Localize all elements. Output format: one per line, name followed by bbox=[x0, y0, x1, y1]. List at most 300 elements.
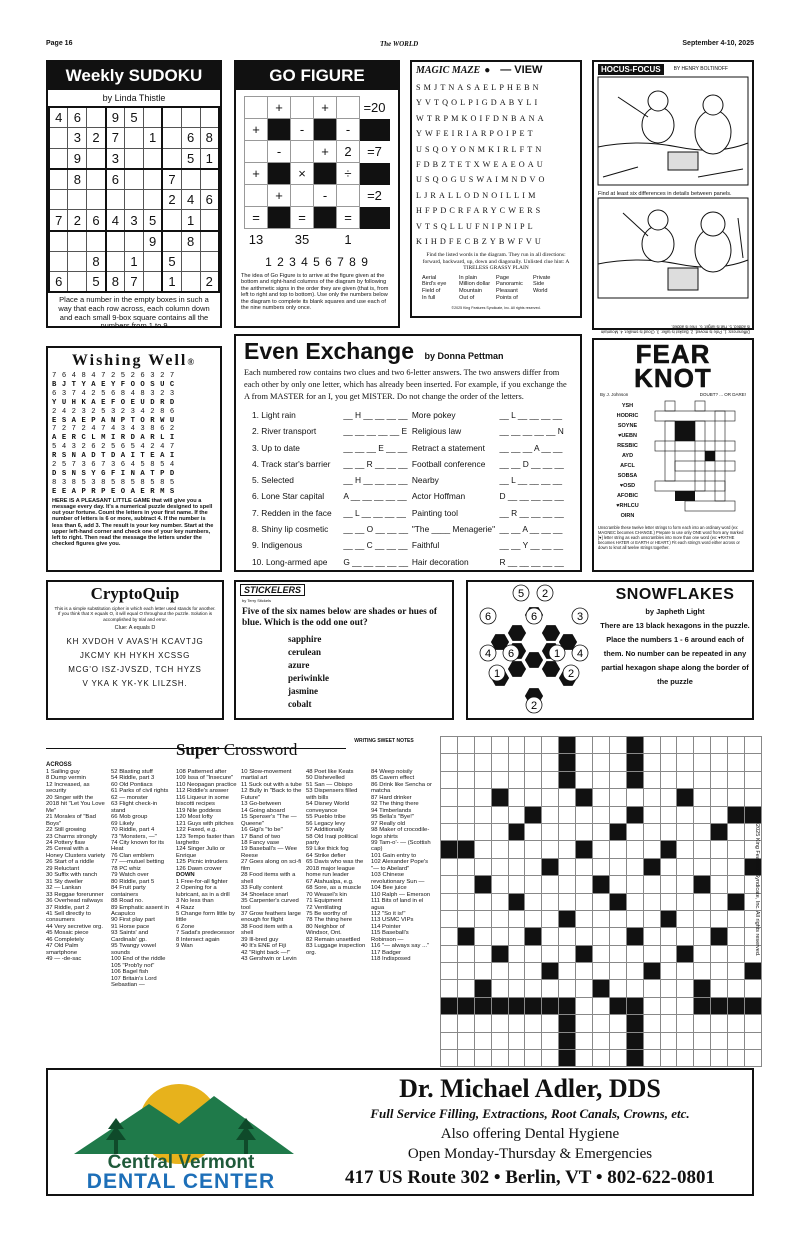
crossword-cell[interactable] bbox=[491, 963, 508, 980]
evenexchange-answer[interactable]: __ __ R __ __ __ bbox=[343, 458, 408, 469]
sudoku-cell[interactable] bbox=[143, 189, 162, 210]
crossword-cell[interactable] bbox=[745, 1032, 762, 1049]
crossword-cell[interactable] bbox=[745, 1050, 762, 1067]
crossword-cell[interactable] bbox=[593, 858, 610, 875]
sudoku-cell[interactable] bbox=[162, 231, 181, 252]
crossword-cell[interactable] bbox=[609, 737, 626, 754]
crossword-cell[interactable] bbox=[728, 754, 745, 771]
sudoku-cell[interactable] bbox=[49, 251, 68, 272]
crossword-cell[interactable] bbox=[728, 823, 745, 840]
evenexchange-answer[interactable]: __ __ __ A __ __ bbox=[499, 442, 563, 453]
crossword-cell[interactable] bbox=[491, 1050, 508, 1067]
crossword-cell[interactable] bbox=[441, 737, 458, 754]
crossword-cell[interactable] bbox=[643, 806, 660, 823]
crossword-cell[interactable] bbox=[660, 771, 677, 788]
crossword-cell[interactable] bbox=[525, 1015, 542, 1032]
evenexchange-answer[interactable]: __ __ __ __ __ N bbox=[499, 426, 564, 437]
crossword-cell[interactable] bbox=[643, 841, 660, 858]
crossword-cell[interactable] bbox=[508, 858, 525, 875]
crossword-cell[interactable] bbox=[593, 789, 610, 806]
crossword-cell[interactable] bbox=[441, 858, 458, 875]
crossword-cell[interactable] bbox=[474, 823, 491, 840]
crossword-cell[interactable] bbox=[593, 771, 610, 788]
crossword-cell[interactable] bbox=[643, 945, 660, 962]
crossword-cell[interactable] bbox=[559, 789, 576, 806]
sudoku-cell[interactable] bbox=[143, 148, 162, 169]
crossword-cell[interactable] bbox=[728, 1032, 745, 1049]
crossword-cell[interactable] bbox=[457, 823, 474, 840]
crossword-cell[interactable] bbox=[457, 806, 474, 823]
crossword-cell[interactable] bbox=[677, 893, 694, 910]
crossword-cell[interactable] bbox=[728, 841, 745, 858]
crossword-cell[interactable] bbox=[559, 823, 576, 840]
crossword-cell[interactable] bbox=[542, 1032, 559, 1049]
crossword-cell[interactable] bbox=[559, 980, 576, 997]
evenexchange-answer[interactable]: __ L __ __ __ __ bbox=[499, 475, 563, 486]
crossword-cell[interactable] bbox=[694, 754, 711, 771]
sudoku-cell[interactable] bbox=[162, 148, 181, 169]
crossword-cell[interactable] bbox=[576, 997, 593, 1014]
crossword-cell[interactable] bbox=[593, 754, 610, 771]
crossword-cell[interactable] bbox=[711, 910, 728, 927]
crossword-cell[interactable] bbox=[711, 1032, 728, 1049]
crossword-cell[interactable] bbox=[508, 771, 525, 788]
sudoku-cell[interactable] bbox=[162, 210, 181, 231]
crossword-cell[interactable] bbox=[643, 910, 660, 927]
crossword-cell[interactable] bbox=[643, 876, 660, 893]
crossword-cell[interactable] bbox=[609, 876, 626, 893]
crossword-cell[interactable] bbox=[660, 789, 677, 806]
crossword-cell[interactable] bbox=[559, 963, 576, 980]
crossword-cell[interactable] bbox=[660, 806, 677, 823]
crossword-cell[interactable] bbox=[508, 1050, 525, 1067]
sudoku-cell[interactable] bbox=[87, 148, 106, 169]
crossword-cell[interactable] bbox=[609, 963, 626, 980]
crossword-cell[interactable] bbox=[508, 980, 525, 997]
crossword-cell[interactable] bbox=[593, 737, 610, 754]
evenexchange-answer[interactable]: __ __ O __ __ __ bbox=[343, 524, 409, 535]
crossword-cell[interactable] bbox=[593, 823, 610, 840]
crossword-cell[interactable] bbox=[609, 910, 626, 927]
crossword-cell[interactable] bbox=[441, 910, 458, 927]
crossword-cell[interactable] bbox=[643, 1032, 660, 1049]
crossword-cell[interactable] bbox=[626, 945, 643, 962]
crossword-cell[interactable] bbox=[441, 771, 458, 788]
crossword-cell[interactable] bbox=[643, 754, 660, 771]
crossword-cell[interactable] bbox=[677, 963, 694, 980]
crossword-cell[interactable] bbox=[593, 841, 610, 858]
crossword-cell[interactable] bbox=[694, 841, 711, 858]
crossword-cell[interactable] bbox=[576, 928, 593, 945]
crossword-cell[interactable] bbox=[660, 858, 677, 875]
crossword-cell[interactable] bbox=[457, 945, 474, 962]
crossword-cell[interactable] bbox=[457, 858, 474, 875]
crossword-cell[interactable] bbox=[728, 876, 745, 893]
crossword-cell[interactable] bbox=[525, 771, 542, 788]
crossword-cell[interactable] bbox=[660, 876, 677, 893]
crossword-cell[interactable] bbox=[626, 910, 643, 927]
crossword-cell[interactable] bbox=[711, 771, 728, 788]
crossword-cell[interactable] bbox=[542, 876, 559, 893]
crossword-cell[interactable] bbox=[677, 928, 694, 945]
crossword-cell[interactable] bbox=[576, 823, 593, 840]
crossword-cell[interactable] bbox=[660, 893, 677, 910]
crossword-cell[interactable] bbox=[491, 754, 508, 771]
crossword-cell[interactable] bbox=[593, 945, 610, 962]
crossword-cell[interactable] bbox=[441, 980, 458, 997]
sudoku-cell[interactable] bbox=[106, 189, 125, 210]
crossword-cell[interactable] bbox=[474, 771, 491, 788]
sudoku-cell[interactable] bbox=[49, 189, 68, 210]
crossword-cell[interactable] bbox=[745, 737, 762, 754]
crossword-cell[interactable] bbox=[576, 893, 593, 910]
evenexchange-answer[interactable]: __ __ __ E __ __ bbox=[343, 442, 408, 453]
crossword-cell[interactable] bbox=[441, 823, 458, 840]
crossword-cell[interactable] bbox=[728, 789, 745, 806]
crossword-cell[interactable] bbox=[542, 945, 559, 962]
crossword-cell[interactable] bbox=[677, 737, 694, 754]
crossword-cell[interactable] bbox=[593, 928, 610, 945]
crossword-cell[interactable] bbox=[694, 1050, 711, 1067]
crossword-cell[interactable] bbox=[593, 893, 610, 910]
crossword-cell[interactable] bbox=[491, 928, 508, 945]
crossword-cell[interactable] bbox=[660, 823, 677, 840]
crossword-cell[interactable] bbox=[677, 841, 694, 858]
crossword-cell[interactable] bbox=[728, 963, 745, 980]
crossword-cell[interactable] bbox=[660, 997, 677, 1014]
crossword-cell[interactable] bbox=[559, 806, 576, 823]
crossword-cell[interactable] bbox=[491, 858, 508, 875]
evenexchange-answer[interactable]: __ R __ __ __ __ bbox=[499, 507, 564, 518]
crossword-cell[interactable] bbox=[677, 754, 694, 771]
crossword-cell[interactable] bbox=[694, 910, 711, 927]
sudoku-cell[interactable] bbox=[87, 169, 106, 190]
crossword-cell[interactable] bbox=[508, 841, 525, 858]
crossword-cell[interactable] bbox=[441, 754, 458, 771]
crossword-cell[interactable] bbox=[609, 1015, 626, 1032]
sudoku-cell[interactable] bbox=[125, 169, 144, 190]
crossword-cell[interactable] bbox=[491, 910, 508, 927]
crossword-cell[interactable] bbox=[508, 754, 525, 771]
crossword-cell[interactable] bbox=[694, 963, 711, 980]
sudoku-cell[interactable] bbox=[143, 169, 162, 190]
crossword-cell[interactable] bbox=[576, 858, 593, 875]
crossword-cell[interactable] bbox=[576, 737, 593, 754]
crossword-cell[interactable] bbox=[711, 789, 728, 806]
crossword-cell[interactable] bbox=[677, 823, 694, 840]
crossword-cell[interactable] bbox=[474, 737, 491, 754]
crossword-cell[interactable] bbox=[694, 1032, 711, 1049]
crossword-cell[interactable] bbox=[660, 737, 677, 754]
crossword-cell[interactable] bbox=[643, 789, 660, 806]
crossword-cell[interactable] bbox=[559, 928, 576, 945]
crossword-cell[interactable] bbox=[626, 963, 643, 980]
crossword-cell[interactable] bbox=[677, 1032, 694, 1049]
crossword-cell[interactable] bbox=[441, 789, 458, 806]
sudoku-cell[interactable] bbox=[49, 169, 68, 190]
crossword-cell[interactable] bbox=[474, 1050, 491, 1067]
crossword-cell[interactable] bbox=[626, 823, 643, 840]
crossword-cell[interactable] bbox=[542, 893, 559, 910]
crossword-cell[interactable] bbox=[677, 806, 694, 823]
crossword-cell[interactable] bbox=[542, 789, 559, 806]
crossword-cell[interactable] bbox=[542, 1050, 559, 1067]
crossword-cell[interactable] bbox=[694, 823, 711, 840]
sudoku-cell[interactable] bbox=[200, 231, 219, 252]
crossword-cell[interactable] bbox=[728, 737, 745, 754]
crossword-cell[interactable] bbox=[609, 1050, 626, 1067]
crossword-cell[interactable] bbox=[728, 910, 745, 927]
crossword-cell[interactable] bbox=[491, 737, 508, 754]
crossword-cell[interactable] bbox=[559, 841, 576, 858]
crossword-cell[interactable] bbox=[694, 806, 711, 823]
crossword-cell[interactable] bbox=[542, 841, 559, 858]
crossword-cell[interactable] bbox=[457, 980, 474, 997]
crossword-cell[interactable] bbox=[508, 1015, 525, 1032]
crossword-cell[interactable] bbox=[609, 806, 626, 823]
crossword-cell[interactable] bbox=[643, 823, 660, 840]
crossword-cell[interactable] bbox=[474, 858, 491, 875]
crossword-cell[interactable] bbox=[576, 1032, 593, 1049]
crossword-cell[interactable] bbox=[559, 858, 576, 875]
evenexchange-answer[interactable]: __ __ D __ __ __ bbox=[499, 458, 564, 469]
sudoku-cell[interactable] bbox=[200, 169, 219, 190]
crossword-cell[interactable] bbox=[542, 754, 559, 771]
crossword-cell[interactable] bbox=[441, 1015, 458, 1032]
crossword-cell[interactable] bbox=[441, 876, 458, 893]
evenexchange-answer[interactable]: D __ __ __ __ __ bbox=[499, 491, 564, 502]
crossword-cell[interactable] bbox=[576, 963, 593, 980]
crossword-cell[interactable] bbox=[474, 1032, 491, 1049]
crossword-cell[interactable] bbox=[491, 841, 508, 858]
crossword-cell[interactable] bbox=[609, 1032, 626, 1049]
crossword-cell[interactable] bbox=[542, 928, 559, 945]
sudoku-cell[interactable] bbox=[87, 107, 106, 128]
crossword-cell[interactable] bbox=[491, 1032, 508, 1049]
crossword-cell[interactable] bbox=[711, 945, 728, 962]
crossword-cell[interactable] bbox=[711, 858, 728, 875]
sudoku-cell[interactable] bbox=[68, 231, 87, 252]
sudoku-cell[interactable] bbox=[68, 189, 87, 210]
crossword-cell[interactable] bbox=[609, 980, 626, 997]
crossword-cell[interactable] bbox=[474, 806, 491, 823]
evenexchange-answer[interactable]: __ L __ __ __ __ bbox=[343, 507, 406, 518]
crossword-cell[interactable] bbox=[694, 945, 711, 962]
crossword-cell[interactable] bbox=[711, 963, 728, 980]
crossword-cell[interactable] bbox=[525, 841, 542, 858]
crossword-cell[interactable] bbox=[525, 980, 542, 997]
sudoku-cell[interactable] bbox=[162, 128, 181, 149]
crossword-cell[interactable] bbox=[525, 858, 542, 875]
crossword-cell[interactable] bbox=[576, 980, 593, 997]
crossword-cell[interactable] bbox=[694, 893, 711, 910]
crossword-cell[interactable] bbox=[559, 876, 576, 893]
crossword-cell[interactable] bbox=[728, 858, 745, 875]
crossword-cell[interactable] bbox=[694, 771, 711, 788]
crossword-cell[interactable] bbox=[457, 737, 474, 754]
crossword-cell[interactable] bbox=[576, 806, 593, 823]
crossword-cell[interactable] bbox=[593, 806, 610, 823]
crossword-cell[interactable] bbox=[457, 1032, 474, 1049]
crossword-cell[interactable] bbox=[474, 910, 491, 927]
crossword-cell[interactable] bbox=[660, 963, 677, 980]
sudoku-cell[interactable] bbox=[181, 251, 200, 272]
crossword-cell[interactable] bbox=[643, 928, 660, 945]
crossword-cell[interactable] bbox=[694, 928, 711, 945]
crossword-cell[interactable] bbox=[525, 963, 542, 980]
sudoku-cell[interactable] bbox=[200, 251, 219, 272]
crossword-cell[interactable] bbox=[474, 963, 491, 980]
crossword-cell[interactable] bbox=[474, 945, 491, 962]
sudoku-cell[interactable] bbox=[143, 107, 162, 128]
crossword-cell[interactable] bbox=[457, 789, 474, 806]
crossword-cell[interactable] bbox=[609, 789, 626, 806]
crossword-cell[interactable] bbox=[694, 1015, 711, 1032]
crossword-cell[interactable] bbox=[457, 1015, 474, 1032]
sudoku-cell[interactable] bbox=[106, 251, 125, 272]
crossword-cell[interactable] bbox=[677, 1015, 694, 1032]
evenexchange-answer[interactable]: __ L __ __ __ __ bbox=[499, 410, 563, 420]
crossword-cell[interactable] bbox=[643, 1050, 660, 1067]
crossword-cell[interactable] bbox=[711, 876, 728, 893]
sudoku-cell[interactable] bbox=[125, 189, 144, 210]
crossword-cell[interactable] bbox=[593, 1032, 610, 1049]
crossword-cell[interactable] bbox=[559, 893, 576, 910]
crossword-cell[interactable] bbox=[694, 737, 711, 754]
crossword-cell[interactable] bbox=[711, 893, 728, 910]
sudoku-cell[interactable] bbox=[106, 231, 125, 252]
crossword-cell[interactable] bbox=[542, 771, 559, 788]
crossword-cell[interactable] bbox=[441, 928, 458, 945]
crossword-cell[interactable] bbox=[457, 910, 474, 927]
crossword-cell[interactable] bbox=[474, 928, 491, 945]
crossword-cell[interactable] bbox=[609, 945, 626, 962]
crossword-cell[interactable] bbox=[745, 754, 762, 771]
crossword-cell[interactable] bbox=[457, 876, 474, 893]
sudoku-cell[interactable] bbox=[143, 272, 162, 293]
crossword-cell[interactable] bbox=[677, 771, 694, 788]
crossword-cell[interactable] bbox=[525, 1050, 542, 1067]
sudoku-cell[interactable] bbox=[49, 231, 68, 252]
sudoku-cell[interactable] bbox=[49, 148, 68, 169]
crossword-cell[interactable] bbox=[457, 754, 474, 771]
crossword-cell[interactable] bbox=[643, 893, 660, 910]
crossword-cell[interactable] bbox=[542, 910, 559, 927]
crossword-cell[interactable] bbox=[525, 876, 542, 893]
crossword-cell[interactable] bbox=[626, 789, 643, 806]
crossword-cell[interactable] bbox=[728, 1015, 745, 1032]
crossword-cell[interactable] bbox=[508, 945, 525, 962]
crossword-cell[interactable] bbox=[441, 1050, 458, 1067]
evenexchange-answer[interactable]: __ H __ __ __ __ bbox=[343, 475, 408, 486]
crossword-cell[interactable] bbox=[508, 737, 525, 754]
crossword-cell[interactable] bbox=[728, 980, 745, 997]
sudoku-cell[interactable] bbox=[125, 128, 144, 149]
crossword-cell[interactable] bbox=[609, 858, 626, 875]
sudoku-cell[interactable] bbox=[49, 128, 68, 149]
crossword-cell[interactable] bbox=[525, 737, 542, 754]
crossword-cell[interactable] bbox=[542, 1015, 559, 1032]
crossword-cell[interactable] bbox=[508, 963, 525, 980]
crossword-cell[interactable] bbox=[711, 1015, 728, 1032]
crossword-cell[interactable] bbox=[745, 771, 762, 788]
crossword-cell[interactable] bbox=[626, 876, 643, 893]
crossword-cell[interactable] bbox=[508, 876, 525, 893]
crossword-cell[interactable] bbox=[474, 789, 491, 806]
sudoku-cell[interactable] bbox=[68, 272, 87, 293]
crossword-cell[interactable] bbox=[491, 980, 508, 997]
crossword-cell[interactable] bbox=[491, 1015, 508, 1032]
crossword-cell[interactable] bbox=[677, 858, 694, 875]
crossword-cell[interactable] bbox=[677, 876, 694, 893]
crossword-cell[interactable] bbox=[457, 771, 474, 788]
sudoku-cell[interactable] bbox=[68, 251, 87, 272]
evenexchange-answer[interactable]: __ __ __ __ __ E bbox=[343, 426, 408, 437]
crossword-cell[interactable] bbox=[441, 945, 458, 962]
evenexchange-answer[interactable]: A __ __ __ __ __ bbox=[343, 491, 407, 502]
crossword-cell[interactable] bbox=[576, 1015, 593, 1032]
evenexchange-answer[interactable]: __ H __ __ __ __ bbox=[343, 410, 408, 420]
crossword-cell[interactable] bbox=[677, 997, 694, 1014]
crossword-cell[interactable] bbox=[660, 754, 677, 771]
crossword-cell[interactable] bbox=[525, 910, 542, 927]
evenexchange-answer[interactable]: R __ __ __ __ __ bbox=[499, 556, 564, 567]
crossword-cell[interactable] bbox=[525, 945, 542, 962]
crossword-cell[interactable] bbox=[745, 789, 762, 806]
evenexchange-answer[interactable]: __ __ C __ __ __ bbox=[343, 540, 408, 551]
evenexchange-answer[interactable]: G __ __ __ __ __ bbox=[343, 556, 409, 567]
crossword-cell[interactable] bbox=[593, 1050, 610, 1067]
crossword-cell[interactable] bbox=[441, 893, 458, 910]
crossword-cell[interactable] bbox=[474, 841, 491, 858]
evenexchange-answer[interactable]: __ __ A __ __ __ bbox=[499, 524, 563, 535]
crossword-cell[interactable] bbox=[542, 806, 559, 823]
crossword-cell[interactable] bbox=[660, 1015, 677, 1032]
crossword-cell[interactable] bbox=[711, 806, 728, 823]
crossword-cell[interactable] bbox=[525, 754, 542, 771]
crossword-cell[interactable] bbox=[441, 1032, 458, 1049]
crossword-cell[interactable] bbox=[508, 806, 525, 823]
crossword-cell[interactable] bbox=[491, 876, 508, 893]
crossword-cell[interactable] bbox=[643, 1015, 660, 1032]
crossword-cell[interactable] bbox=[474, 1015, 491, 1032]
crossword-cell[interactable] bbox=[711, 1050, 728, 1067]
crossword-cell[interactable] bbox=[711, 841, 728, 858]
crossword-cell[interactable] bbox=[491, 823, 508, 840]
crossword-cell[interactable] bbox=[660, 980, 677, 997]
crossword-cell[interactable] bbox=[728, 945, 745, 962]
crossword-cell[interactable] bbox=[491, 771, 508, 788]
crossword-cell[interactable] bbox=[745, 1015, 762, 1032]
crossword-cell[interactable] bbox=[559, 945, 576, 962]
crossword-cell[interactable] bbox=[525, 823, 542, 840]
crossword-cell[interactable] bbox=[643, 997, 660, 1014]
crossword-cell[interactable] bbox=[626, 893, 643, 910]
crossword-cell[interactable] bbox=[457, 1050, 474, 1067]
crossword-cell[interactable] bbox=[457, 963, 474, 980]
sudoku-cell[interactable] bbox=[143, 251, 162, 272]
crossword-cell[interactable] bbox=[576, 876, 593, 893]
crossword-cell[interactable] bbox=[593, 1015, 610, 1032]
crossword-cell[interactable] bbox=[643, 737, 660, 754]
sudoku-cell[interactable] bbox=[200, 210, 219, 231]
crossword-cell[interactable] bbox=[508, 928, 525, 945]
crossword-cell[interactable] bbox=[593, 997, 610, 1014]
crossword-cell[interactable] bbox=[576, 1050, 593, 1067]
crossword-cell[interactable] bbox=[576, 910, 593, 927]
sudoku-cell[interactable] bbox=[87, 189, 106, 210]
crossword-cell[interactable] bbox=[677, 1050, 694, 1067]
